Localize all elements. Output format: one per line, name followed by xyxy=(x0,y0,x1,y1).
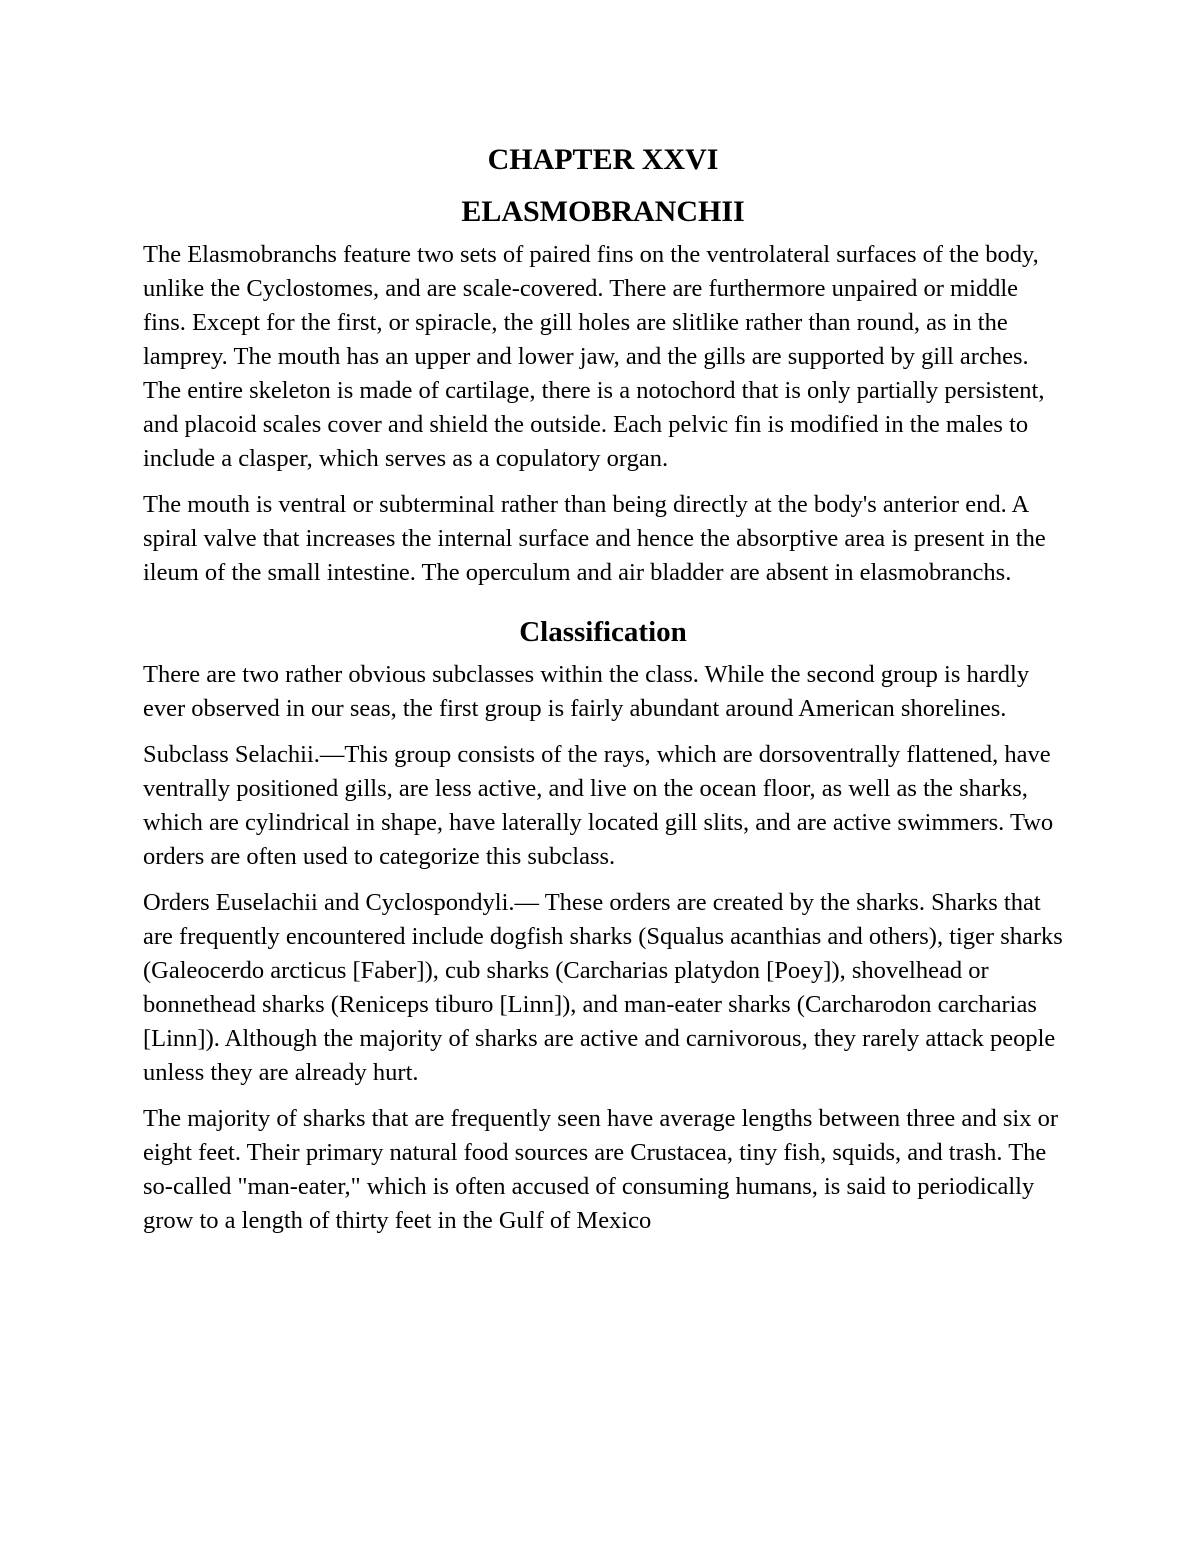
intro-paragraph: The Elasmobranchs feature two sets of paired fins on the ventrolateral surfaces of the body, unlike the Cyclostomes, and are scale-covered. There are furthermore unpaired or middle fins. Except for the first, or spiracle, the gill holes are slitlike rather than round, as in the lamprey. The mouth has an upper and lower jaw, and the gills are supported by gill arches. The entire skeleton is made of cartilage, there is a notochord that is only partially persistent, and placoid scales cover and shield the outside. Each pelvic fin is modified in the males to include a clasper, which serves as a copulatory organ. xyxy=(143,241,1045,472)
section-paragraph: There are two rather obvious subclasses within the class. While the second group is hardly ever observed in our seas, the first group is fairly abundant around American shorelines. xyxy=(143,661,1030,722)
section-paragraph: Subclass Selachii.—This group consists of the rays, which are dorsoventrally flattened, have ventrally positioned gills, are less active, and live on the ocean floor, as well as the sharks, which are cylindrical in shape, have laterally located gill slits, and are active swimmers. Two orders are often used to categorize this subclass. xyxy=(143,741,1054,870)
section-heading: Classification xyxy=(519,616,687,648)
section-paragraph: The majority of sharks that are frequently seen have average lengths between three and six or eight feet. Their primary natural food sources are Crustacea, tiny fish, squids, and trash. The so-called "man-eater," which is often accused of consuming humans, is said to periodically grow to a length of thirty feet in the Gulf of Mexico xyxy=(143,1105,1058,1234)
intro-paragraph: The mouth is ventral or subterminal rather than being directly at the body's anterior end. A spiral valve that increases the internal surface and hence the absorptive area is present in the ileum of the small intestine. The operculum and air bladder are absent in elasmobranchs. xyxy=(143,491,1046,586)
chapter-number: CHAPTER XXVI xyxy=(487,143,719,176)
section-paragraph: Orders Euselachii and Cyclospondyli.— These orders are created by the sharks. Sharks that are frequently encountered include dogfish sharks (Squalus acanthias and others), tiger sharks (Galeocerdo arcticus [Faber]), cub sharks (Carcharias platydon [Poey]), shovelhead or bonnethead sharks (Reniceps tiburo [Linn]), and man-eater sharks (Carcharodon carcharias [Linn]). Although the majority of sharks are active and carnivorous, they rarely attack people unless they are already hurt. xyxy=(143,889,1063,1086)
page-body xyxy=(143,140,1063,1250)
chapter-title: ELASMOBRANCHII xyxy=(461,195,745,228)
